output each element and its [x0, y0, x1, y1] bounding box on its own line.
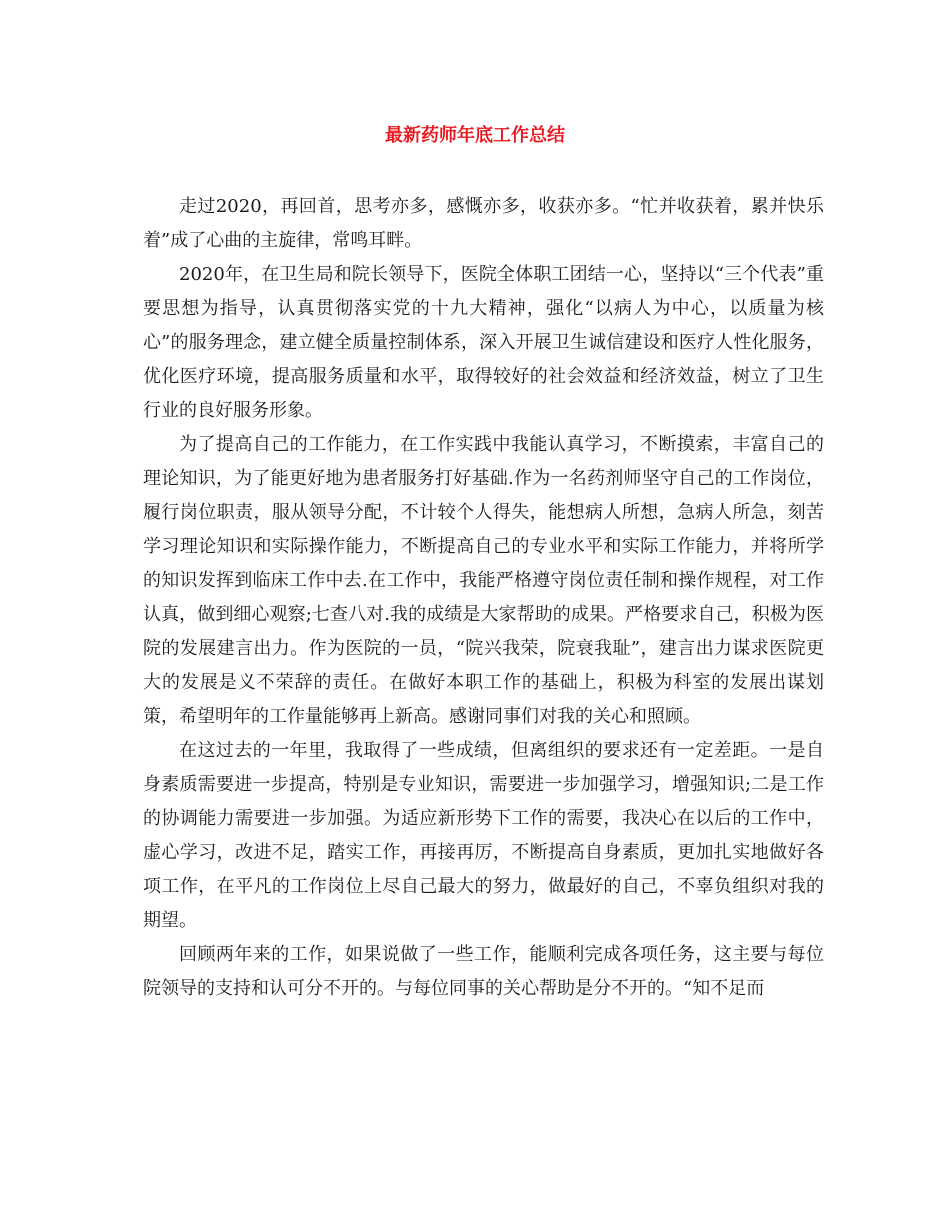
paragraph-4: 在这过去的一年里，我取得了一些成绩，但离组织的要求还有一定差距。一是自身素质需要进一步提高，特别是专业知识，需要进一步加强学习，增强知识;二是工作的协调能力需要进一步加强。为适应新形势下工作的需要，我决心在以后的工作中，虚心学习，改进不足，踏实工作，再接再厉，不断提高自身素质，更加扎实地做好各项工作，在平凡的工作岗位上尽自己最大的努力，做最好的自己，不辜负组织对我的期望。	[143, 740, 824, 931]
paragraph-1: 走过2020，再回首，思考亦多，感慨亦多，收获亦多。“忙并收获着，累并快乐着”成了心曲的主旋律，常鸣耳畔。	[143, 196, 824, 251]
paragraph-2: 2020年，在卫生局和院长领导下，医院全体职工团结一心，坚持以“三个代表”重要思想为指导，认真贯彻落实党的十九大精神，强化“以病人为中心，以质量为核心”的服务理念，建立健全质量控制体系，深入开展卫生诚信建设和医疗人性化服务，优化医疗环境，提高服务质量和水平，取得较好的社会效益和经济效益，树立了卫生行业的良好服务形象。	[143, 264, 824, 421]
paragraph-5: 回顾两年来的工作，如果说做了一些工作，能顺利完成各项任务，这主要与每位院领导的支持和认可分不开的。与每位同事的关心帮助是分不开的。“知不足而	[143, 944, 824, 999]
paragraph-3: 为了提高自己的工作能力，在工作实践中我能认真学习，不断摸索，丰富自己的理论知识，为了能更好地为患者服务打好基础.作为一名药剂师坚守自己的工作岗位，履行岗位职责，服从领导分配，不计较个人得失，能想病人所想，急病人所急，刻苦学习理论知识和实际操作能力，不断提高自己的专业水平和实际工作能力，并将所学的知识发挥到临床工作中去.在工作中，我能严格遵守岗位责任制和操作规程，对工作认真，做到细心观察;七查八对.我的成绩是大家帮助的成果。严格要求自己，积极为医院的发展建言出力。作为医院的一员，“院兴我荣，院衰我耻”，建言出力谋求医院更大的发展是义不荣辞的责任。在做好本职工作的基础上，积极为科室的发展出谋划策，希望明年的工作量能够再上新高。感谢同事们对我的关心和照顾。	[143, 434, 824, 727]
document-body	[143, 160, 824, 1006]
document-title: 最新药师年底工作总结	[385, 125, 565, 146]
